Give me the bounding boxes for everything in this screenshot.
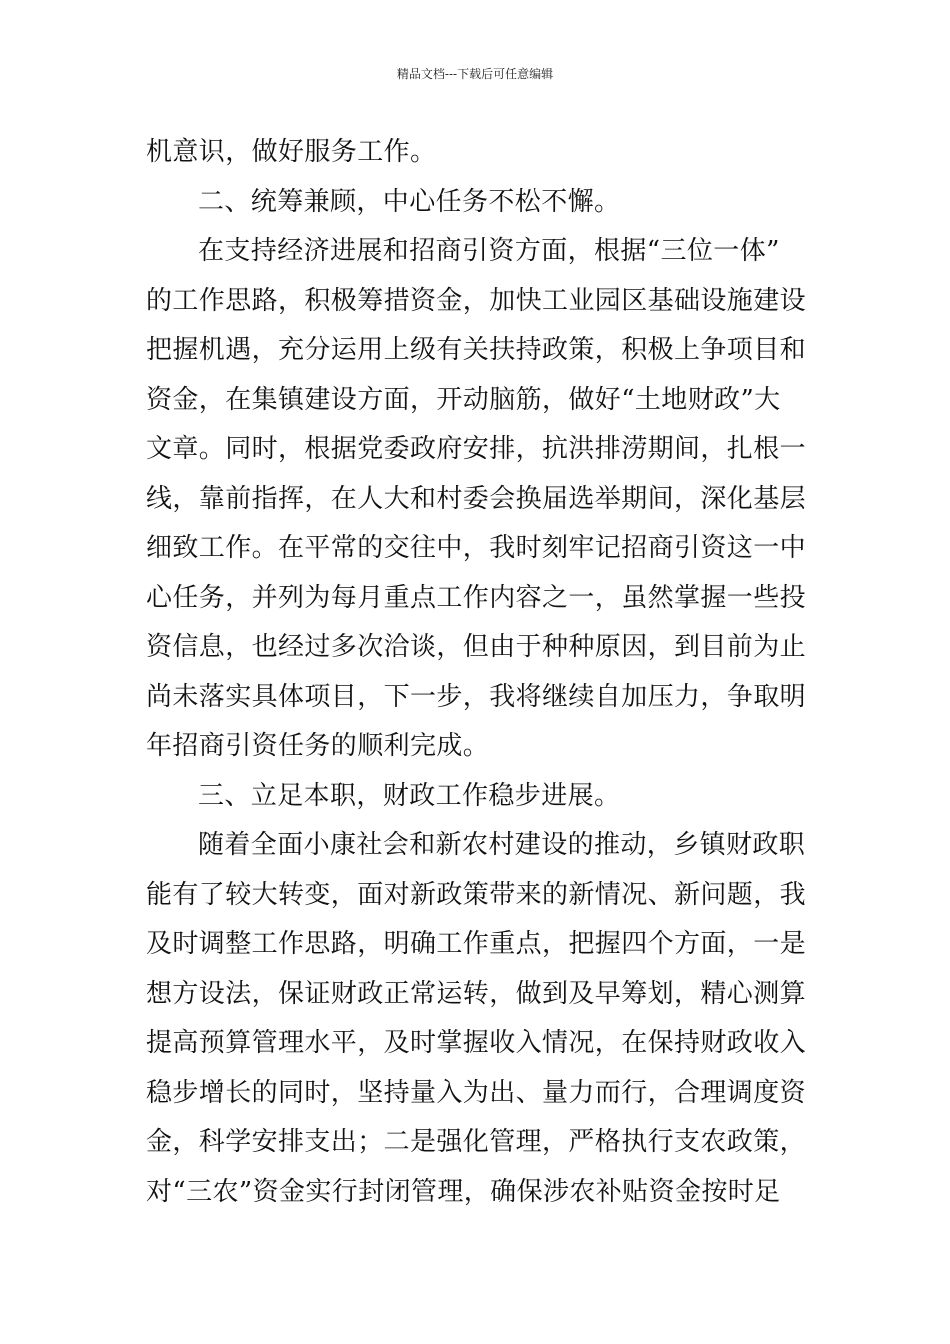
body-line: 线，靠前指挥，在人大和村委会换届选举期间，深化基层 [146,483,807,514]
body-line: 对“三农”资金实行封闭管理，确保涉农补贴资金按时足 [146,1176,781,1207]
section-heading: 三、立足本职，财政工作稳步进展。 [198,780,621,811]
body-line: 能有了较大转变，面对新政策带来的新情况、新问题，我 [146,879,807,910]
body-line: 年招商引资任务的顺利完成。 [146,731,490,761]
body-line: 细致工作。在平常的交往中，我时刻牢记招商引资这一中 [146,533,807,563]
body-line: 金，科学安排支出；二是强化管理，严格执行支农政策， [146,1127,807,1157]
body-text [146,128,810,1217]
body-line: 文章。同时，根据党委政府安排，抗洪排涝期间，扎根一 [146,434,807,464]
body-line: 尚未落实具体项目，下一步，我将继续自加压力，争取明 [146,681,807,712]
body-line: 稳步增长的同时，坚持量入为出、量力而行，合理调度资 [146,1077,807,1108]
paragraph-first-line: 在支持经济进展和招商引资方面，根据“三位一体” [198,236,780,266]
body-line: 资信息，也经过多次洽谈，但由于种种原因，到目前为止 [146,632,807,662]
section-heading: 二、统筹兼顾，中心任务不松不懈。 [198,186,621,217]
body-line: 及时调整工作思路，明确工作重点，把握四个方面，一是 [146,929,807,959]
body-line: 把握机遇，充分运用上级有关扶持政策，积极上争项目和 [146,335,807,365]
body-line: 提高预算管理水平，及时掌握收入情况，在保持财政收入 [146,1028,807,1058]
page-header: 精品文档---下载后可任意编辑 [396,67,554,81]
body-line: 心任务，并列为每月重点工作内容之一，虽然掌握一些投 [146,582,807,613]
body-line: 想方设法，保证财政正常运转，做到及早筹划，精心测算 [146,978,807,1009]
body-line: 资金，在集镇建设方面，开动脑筋，做好“土地财政”大 [146,384,781,415]
paragraph-first-line: 随着全面小康社会和新农村建设的推动，乡镇财政职 [198,830,806,860]
body-line: 的工作思路，积极筹措资金，加快工业园区基础设施建设 [146,285,807,316]
body-line: 机意识，做好服务工作。 [146,137,437,167]
